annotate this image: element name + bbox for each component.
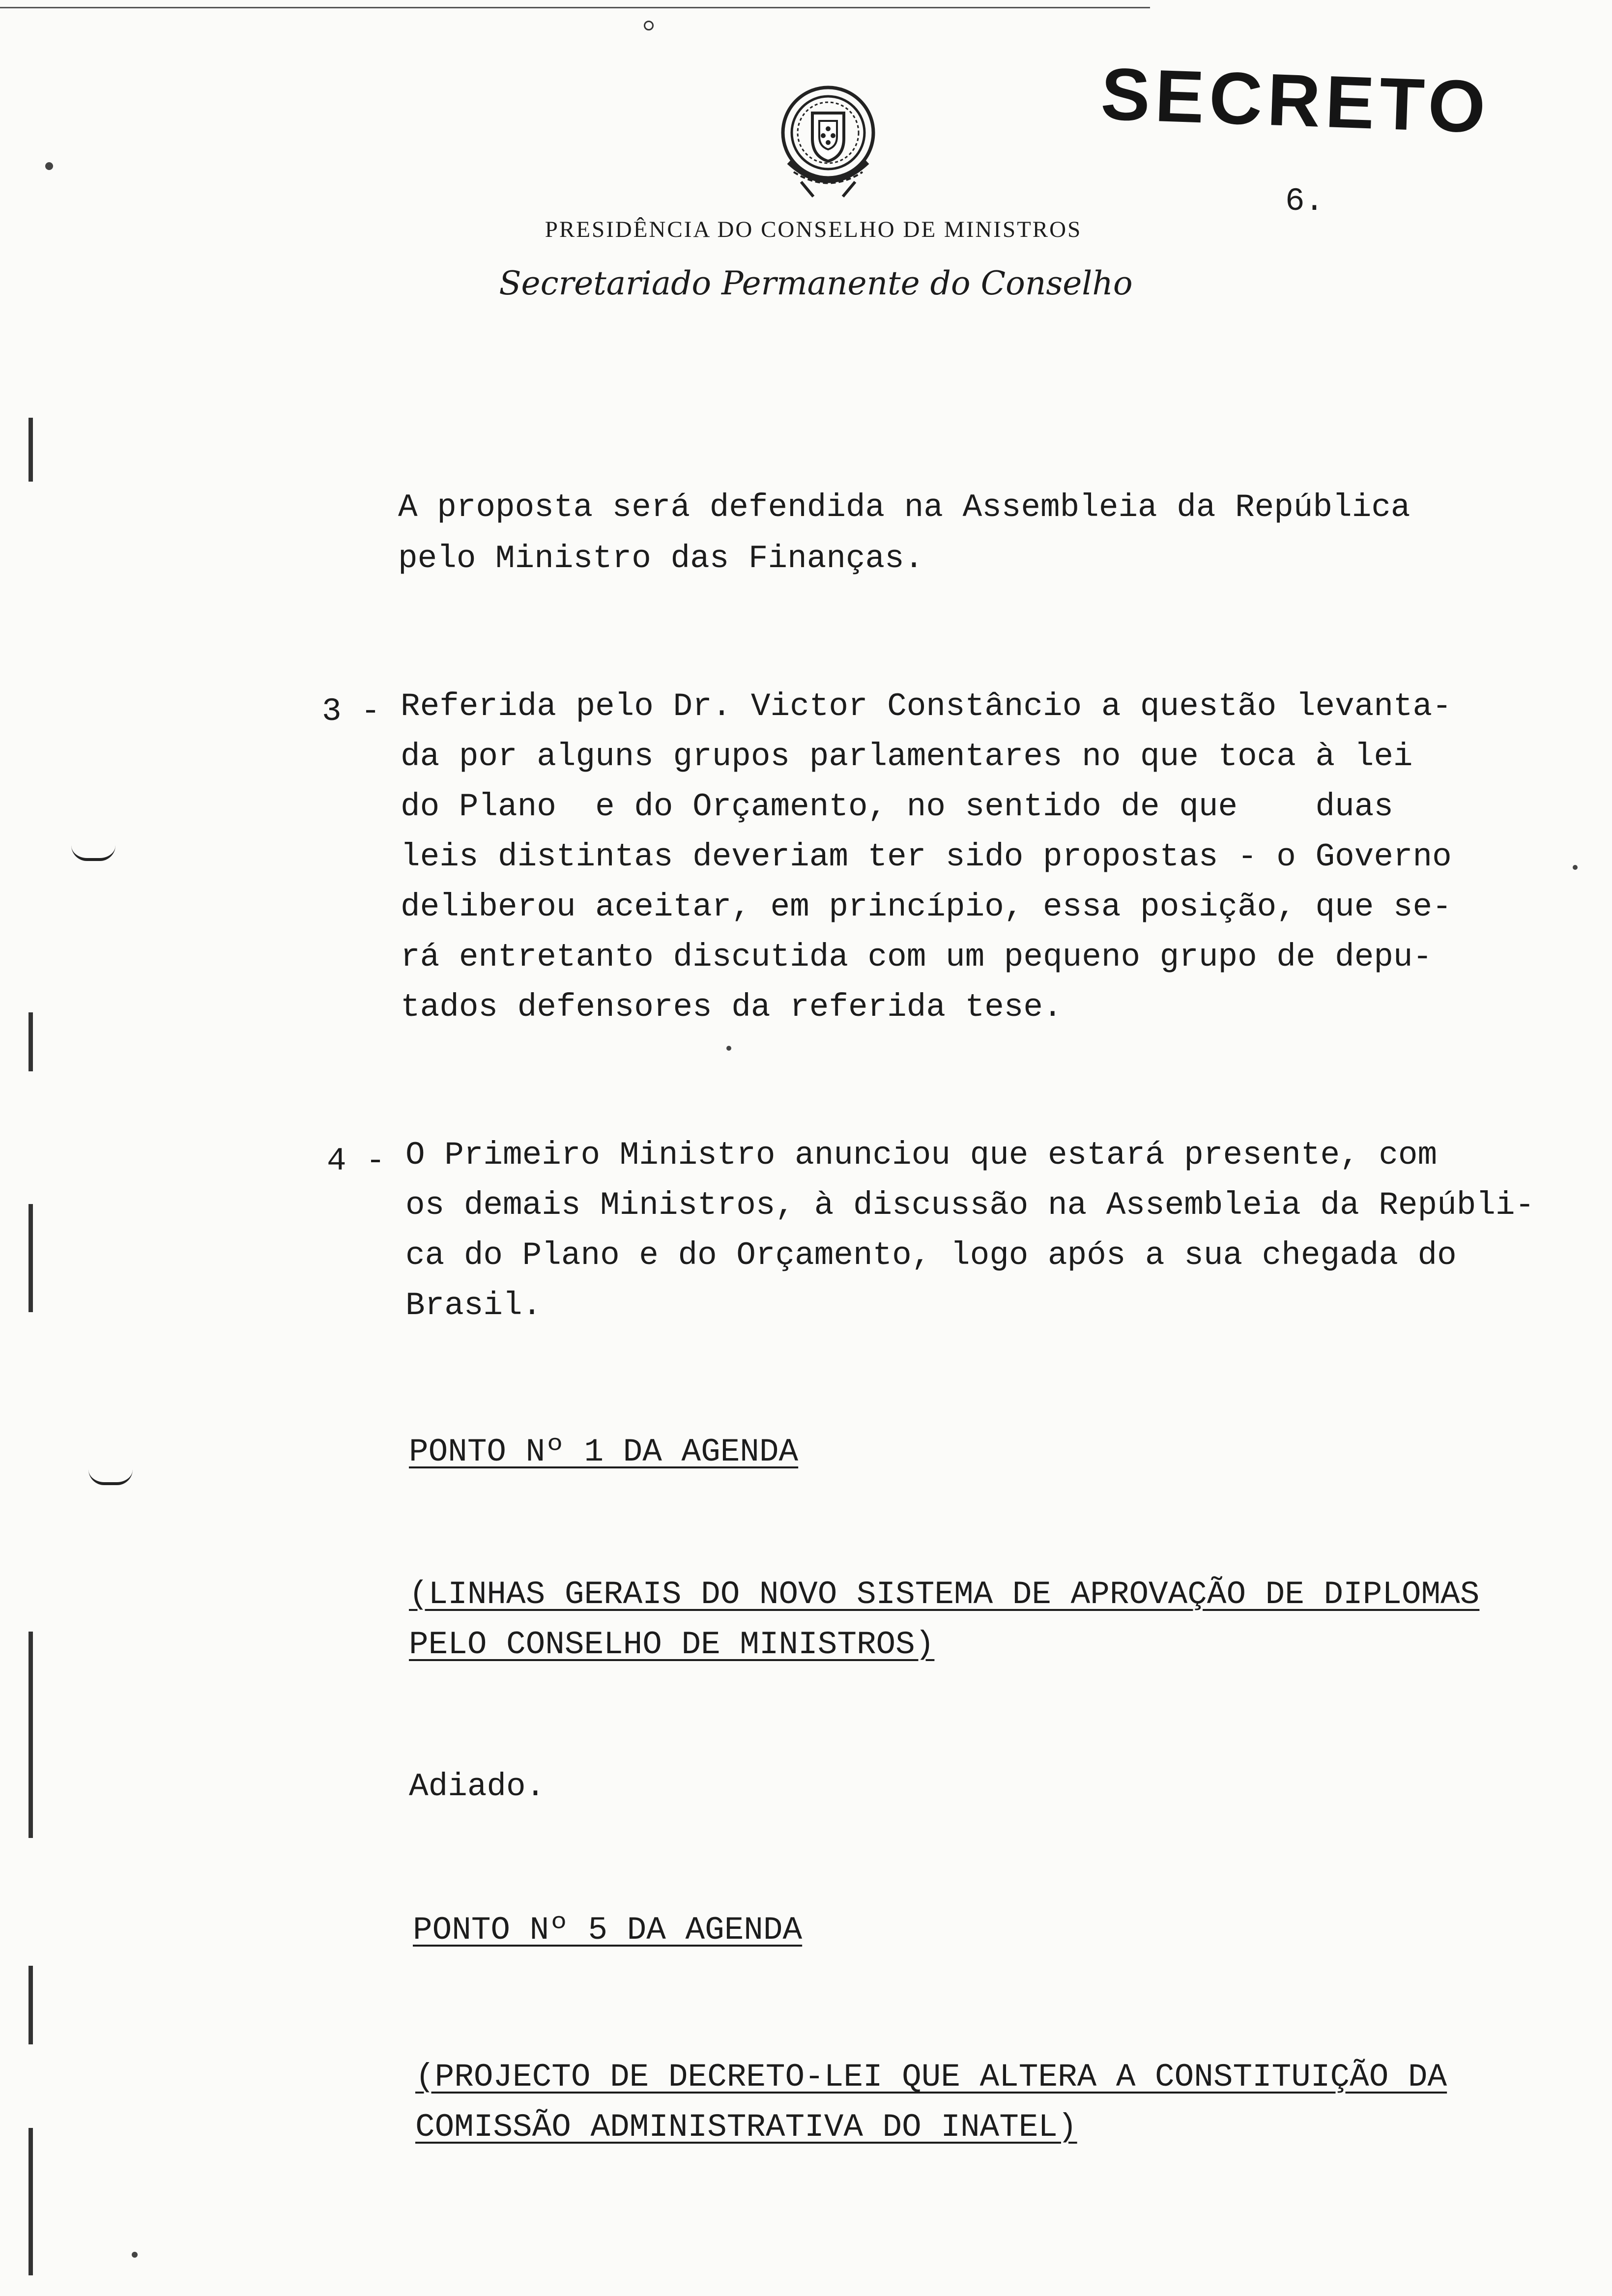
top-border-line [0, 7, 1150, 8]
agenda-subject-line: (PROJECTO DE DECRETO-LEI QUE ALTERA A CONSTITUIÇÃO DA [415, 2059, 1447, 2095]
paragraph-line: do Plano e do Orçamento, no sentido de que duas [401, 788, 1393, 825]
agenda-subject-line: (LINHAS GERAIS DO NOVO SISTEMA DE APROVAÇÃO DE DIPLOMAS [409, 1576, 1480, 1613]
binding-mark [29, 1966, 33, 2044]
paragraph-line: os demais Ministros, à discussão na Assembleia da Repúbli- [405, 1187, 1535, 1224]
agenda-heading: PONTO Nº 5 DA AGENDA [413, 1912, 803, 1949]
paragraph-line: O Primeiro Ministro anunciou que estará presente, com [405, 1137, 1438, 1174]
binding-mark [29, 418, 33, 482]
classification-stamp: SECRETO [1099, 52, 1492, 148]
scan-speck [132, 2252, 138, 2258]
binding-mark [29, 1632, 33, 1838]
department-subtitle: Secretariado Permanente do Conselho [499, 264, 1133, 302]
paragraph-line: leis distintas deveriam ter sido propostas - o Governo [401, 838, 1452, 875]
binding-mark [29, 2128, 33, 2275]
binding-mark [29, 1204, 33, 1312]
agenda-subject-line: PELO CONSELHO DE MINISTROS) [409, 1626, 935, 1663]
paragraph-line: tados defensores da referida tese. [401, 989, 1063, 1026]
punch-hole-mark [88, 1469, 133, 1485]
agenda-subject-line: COMISSÃO ADMINISTRATIVA DO INATEL) [415, 2109, 1077, 2146]
scan-speck [1573, 865, 1578, 870]
agenda-heading: PONTO Nº 1 DA AGENDA [409, 1434, 799, 1470]
paragraph-line: Brasil. [405, 1287, 542, 1324]
item-number: 3 - [322, 693, 380, 730]
scan-speck [45, 162, 53, 170]
paragraph-line: rá entretanto discutida com um pequeno grupo de depu- [401, 939, 1433, 976]
coat-of-arms-icon [774, 84, 882, 201]
paragraph-line: Referida pelo Dr. Victor Constâncio a questão levanta- [401, 688, 1452, 725]
organization-heading: PRESIDÊNCIA DO CONSELHO DE MINISTROS [545, 217, 1082, 242]
paragraph-line: ca do Plano e do Orçamento, logo após a sua chegada do [405, 1237, 1457, 1274]
paragraph-line: A proposta será defendida na Assembleia da República [398, 489, 1410, 526]
paragraph-line: deliberou aceitar, em princípio, essa posição, que se- [401, 889, 1452, 925]
page-number: 6. [1285, 183, 1324, 220]
binding-mark [29, 1012, 33, 1071]
item-number: 4 - [327, 1143, 385, 1179]
agenda-result: Adiado. [409, 1768, 546, 1805]
punch-hole-mark [71, 845, 115, 861]
scan-speck [644, 21, 654, 30]
paragraph-line: pelo Ministro das Finanças. [398, 540, 924, 577]
scan-speck [726, 1046, 731, 1051]
paragraph-line: da por alguns grupos parlamentares no que toca à lei [401, 738, 1413, 775]
